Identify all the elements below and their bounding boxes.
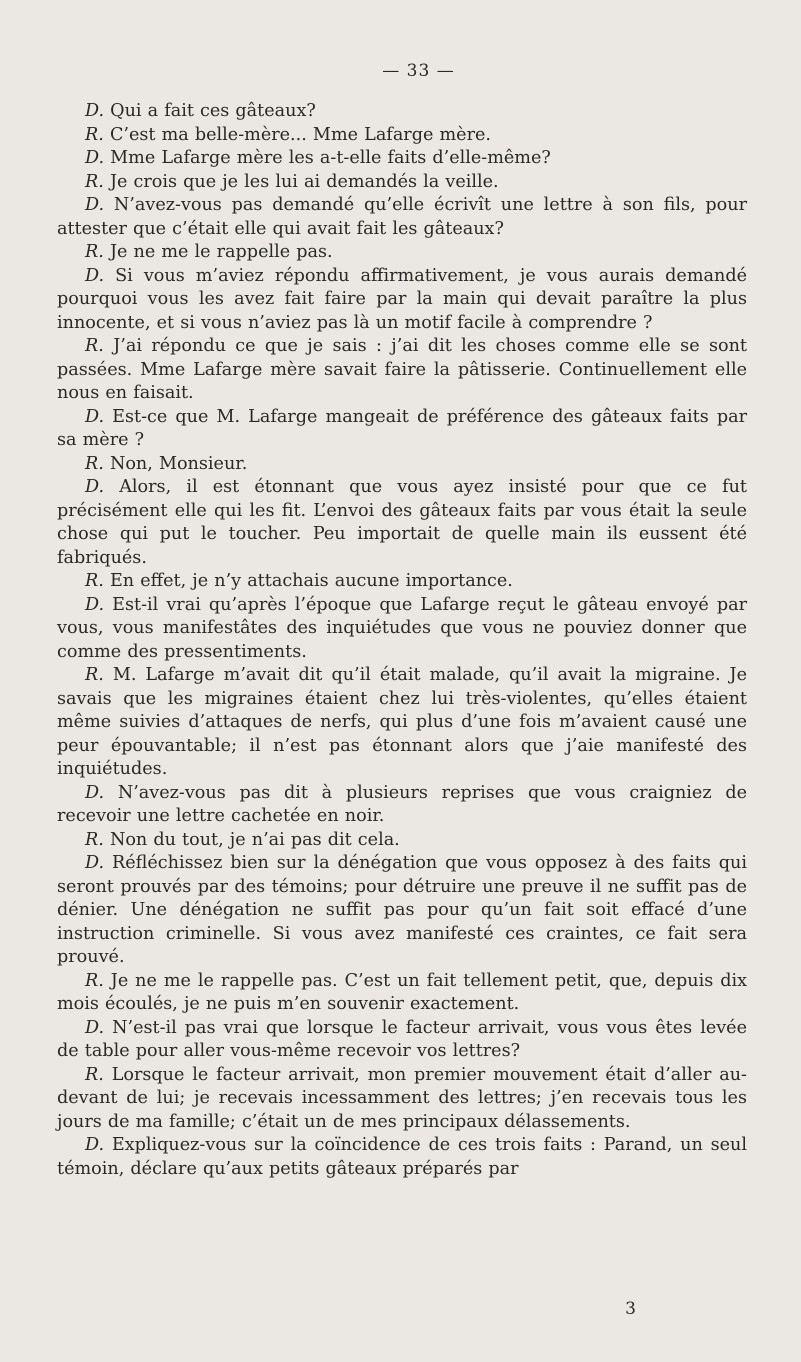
speaker-label: R.: [85, 829, 104, 850]
speaker-label: D.: [85, 853, 105, 873]
speaker-label: R.: [85, 571, 104, 591]
dialogue-paragraph: [57, 1017, 747, 1064]
speaker-label: D.: [85, 594, 105, 615]
page-number: — 33 —: [382, 61, 455, 81]
speaker-label: R.: [85, 242, 104, 262]
dialogue-paragraph: [57, 171, 747, 195]
speaker-label: D.: [85, 782, 105, 803]
paragraph-text: Je ne me le rappelle pas.: [109, 242, 333, 262]
paragraph-text: C’est ma belle-mère... Mme Lafarge mère.: [109, 124, 491, 145]
speaker-label: R.: [85, 171, 104, 192]
dialogue-paragraph: [57, 124, 747, 148]
dialogue-paragraph: [57, 406, 747, 453]
speaker-label: D.: [85, 477, 105, 497]
dialogue-paragraph: [57, 194, 747, 241]
dialogue-paragraph: [57, 594, 747, 665]
speaker-label: D.: [85, 101, 105, 121]
paragraph-text: Qui a fait ces gâteaux?: [110, 101, 316, 121]
speaker-label: R.: [85, 124, 104, 145]
paragraph-text: N’avez-vous pas demandé qu’elle écrivît une lettre à son fils, pour attester que c’était elle qui avait fait les gâteaux?: [57, 195, 747, 239]
paragraph-text: Réfléchissez bien sur la dénégation que vous opposez à des faits qui seront prouvés par des témoins; pour détruire une preuve il ne suffit pas de dénier. Une dénégation ne suffit pas pour qu’un fait soit effacé d’une instruction criminelle. Si vous avez manifesté ces craintes, ce fait sera prouvé.: [57, 853, 748, 967]
paragraph-text: Si vous m’aviez répondu affirmativement, je vous aurais demandé pourquoi vous les avez fait faire par la main qui devait paraître la plus innocente, et si vous n’aviez pas là un motif facile à comprendre ?: [57, 265, 747, 333]
paragraph-text: M. Lafarge m’avait dit qu’il était malade, qu’il avait la migraine. Je savais que les migraines étaient chez lui très-violentes, qu’elles étaient même suivies d’attaques de nerfs, qui plus d’une fois m’avaient causé une peur épouvantable; il n’est pas étonnant alors que j’aie manifesté des inquiétudes.: [57, 665, 748, 779]
dialogue-paragraph: [57, 335, 747, 406]
paragraph-text: Mme Lafarge mère les a-t-elle faits d’elle-même?: [110, 148, 551, 168]
paragraph-text: Non, Monsieur.: [109, 453, 248, 474]
speaker-label: R.: [85, 970, 104, 991]
paragraph-text: N’est-il pas vrai que lorsque le facteur arrivait, vous vous êtes levée de table pour aller vous-même recevoir vos lettres?: [57, 1017, 748, 1061]
dialogue-paragraph: [57, 664, 747, 782]
speaker-label: D.: [85, 406, 105, 427]
speaker-label: D.: [85, 148, 105, 168]
dialogue-paragraph: [57, 970, 747, 1017]
paragraph-text: J’ai répondu ce que je sais : j’ai dit les choses comme elle se sont passées. Mme Lafarge mère savait faire la pâtisserie. Continuellement elle nous en faisait.: [57, 336, 747, 403]
dialogue-paragraph: [57, 570, 747, 594]
speaker-label: D.: [85, 1135, 105, 1155]
speaker-label: D.: [85, 195, 105, 215]
speaker-label: R.: [85, 453, 104, 474]
dialogue-paragraph: [57, 829, 747, 853]
dialogue-paragraph: [57, 1134, 747, 1181]
dialogue-paragraph: [57, 852, 747, 970]
paragraph-text: N’avez-vous pas dit à plusieurs reprises que vous craigniez de recevoir une lettre cachetée en noir.: [57, 782, 748, 826]
dialogue-text: [57, 100, 747, 1181]
paragraph-text: Lorsque le facteur arrivait, mon premier mouvement était d’aller au-devant de lui; je recevais incessamment des lettres; j’en recevais tous les jours de ma famille; c’était un de mes principaux délassements.: [57, 1064, 747, 1132]
speaker-label: R.: [85, 665, 104, 685]
printer-signature-mark: 3: [625, 1299, 636, 1319]
dialogue-paragraph: [57, 265, 747, 336]
paragraph-text: En effet, je n’y attachais aucune importance.: [109, 571, 513, 591]
paragraph-text: Alors, il est étonnant que vous ayez insisté pour que ce fut précisément elle qui les fit. L’envoi des gâteaux faits par vous était la seule chose qui put le toucher. Peu importait de quelle main ils eussent été fabriqués.: [57, 477, 747, 568]
dialogue-paragraph: [57, 453, 747, 477]
speaker-label: R.: [85, 336, 104, 356]
paragraph-text: Expliquez-vous sur la coïncidence de ces trois faits : Parand, un seul témoin, déclare qu’aux petits gâteaux préparés par: [57, 1135, 747, 1179]
dialogue-paragraph: [57, 100, 747, 124]
paragraph-text: Est-il vrai qu’après l’époque que Lafarge reçut le gâteau envoyé par vous, vous manifestâtes des inquiétudes que vous ne pouviez donner que comme des pressentiments.: [57, 594, 747, 662]
paragraph-text: Je ne me le rappelle pas. C’est un fait tellement petit, que, depuis dix mois écoulés, je ne puis m’en souvenir exactement.: [57, 970, 748, 1014]
speaker-label: D.: [85, 1017, 105, 1038]
paragraph-text: Est-ce que M. Lafarge mangeait de préférence des gâteaux faits par sa mère ?: [57, 406, 748, 450]
dialogue-paragraph: [57, 241, 747, 265]
dialogue-paragraph: [57, 1064, 747, 1135]
paragraph-text: Je crois que je les lui ai demandés la veille.: [109, 171, 499, 192]
dialogue-paragraph: [57, 782, 747, 829]
speaker-label: D.: [85, 265, 105, 286]
dialogue-paragraph: [57, 476, 747, 570]
paragraph-text: Non du tout, je n’ai pas dit cela.: [109, 829, 400, 850]
speaker-label: R.: [85, 1064, 104, 1085]
dialogue-paragraph: [57, 147, 747, 171]
